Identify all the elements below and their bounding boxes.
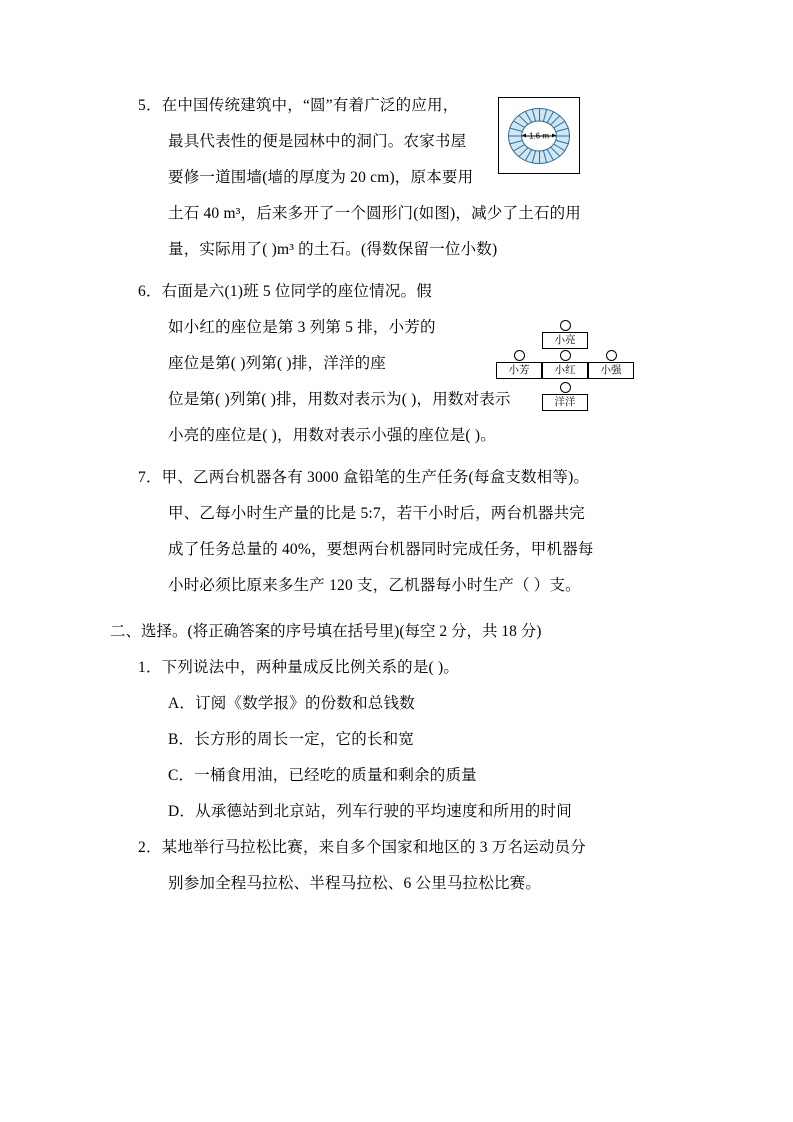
question-6-line-2: 如小红的座位是第 3 列第 5 排，小芳的 [168,319,436,336]
question-7-text-1: 甲、乙两台机器各有 3000 盒铅笔的生产任务(每盒支数相等)。 [161,469,590,486]
section-2-question-1-stem [110,650,690,686]
seat-label: 小芳 [496,362,542,379]
section-2-question-2-number: 2． [138,839,162,856]
question-5-number: 5． [138,97,162,114]
section-2-question-1-option-a[interactable]: A．订阅《数学报》的份数和总钱数 [168,695,415,712]
seat-label: 小强 [588,362,634,379]
question-5-line-4: 土石 40 m³，后来多开了一个圆形门(如图)，减少了土石的用 [168,205,581,222]
question-6-line-3: 座位是第( )列第( )排，洋洋的座 [168,355,386,372]
section-2-title: 二、选择。(将正确答案的序号填在括号里)(每空 2 分，共 18 分) [110,623,542,640]
question-6-line-5: 小亮的座位是( )，用数对表示小强的座位是( )。 [168,427,496,444]
section-2-question-2-line-1 [110,830,690,866]
question-7 [110,460,690,604]
question-6-line-1 [110,274,690,310]
question-7-line-4: 小时必须比原来多生产 120 支，乙机器每小时生产（ ）支。 [168,577,581,594]
section-2-question-1-option-c[interactable]: C．一桶食用油，已经吃的质量和剩余的质量 [168,767,477,784]
question-7-line-3: 成了任务总量的 40%，要想两台机器同时完成任务，甲机器每 [168,541,594,558]
section-2-question-2 [110,830,690,902]
section-2-question-1 [110,650,690,830]
exam-content [110,88,690,908]
section-2-question-1-option-d[interactable]: D．从承德站到北京站，列车行驶的平均速度和所用的时间 [168,803,572,820]
section-2 [110,614,690,902]
seat-label: 小亮 [542,332,588,349]
section-2-question-2-text-1: 某地举行马拉松比赛，来自多个国家和地区的 3 万名运动员分 [161,839,586,856]
question-5-line-2: 最具代表性的便是园林中的洞门。农家书屋 [168,133,467,150]
question-5-line-1 [110,88,690,124]
section-2-question-1-number: 1． [138,659,162,676]
question-5-text-1: 在中国传统建筑中，“圆”有着广泛的应用， [161,97,459,114]
question-6-line-4: 位是第( )列第( )排，用数对表示为( )，用数对表示 [168,391,511,408]
question-6-text-1: 右面是六(1)班 5 位同学的座位情况。假 [161,283,432,300]
section-2-question-1-option-b[interactable]: B．长方形的周长一定，它的长和宽 [168,731,415,748]
question-6-number: 6． [138,283,162,300]
question-5-line-3: 要修一道围墙(墙的厚度为 20 cm)，原本要用 [168,169,474,186]
section-2-question-2-line-2: 别参加全程马拉松、半程马拉松、6 公里马拉松比赛。 [168,875,542,892]
question-5 [110,88,690,268]
question-7-line-2: 甲、乙每小时生产量的比是 5:7，若干小时后，两台机器共完 [168,505,585,522]
question-7-line-1 [110,460,690,496]
section-2-question-1-text: 下列说法中，两种量成反比例关系的是( )。 [161,659,460,676]
question-7-number: 7． [138,469,162,486]
seat-label: 小红 [542,362,588,379]
question-5-line-5: 量，实际用了( )m³ 的土石。(得数保留一位小数) [168,241,498,258]
seat-label: 洋洋 [542,394,588,411]
ring-dimension-label: 1.6 m [528,131,550,140]
question-6 [110,274,690,454]
